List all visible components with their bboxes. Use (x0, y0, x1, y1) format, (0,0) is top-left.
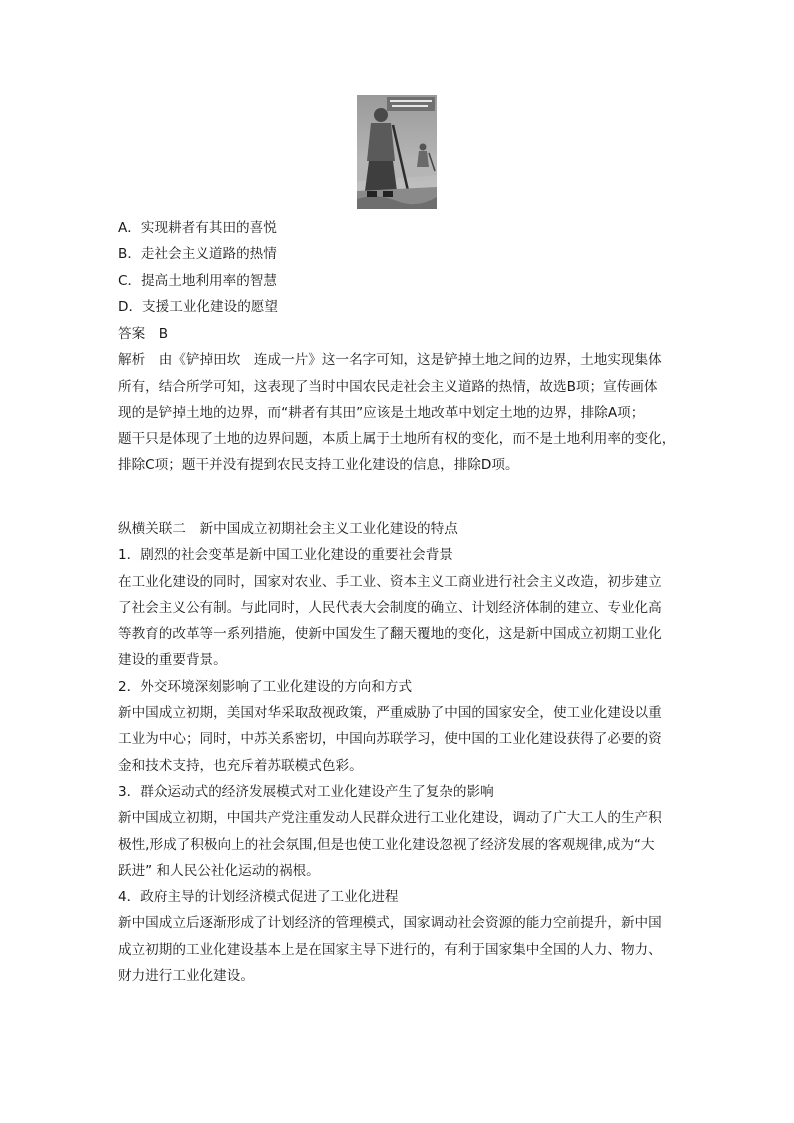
question-options (118, 215, 678, 320)
point-text-line: 成立初期的工业化建设基本上是在国家主导下进行的，有利于国家集中全国的人力、物力、 (118, 941, 662, 958)
point-text-line: 建设的重要背景。 (118, 652, 227, 669)
point-text-line: 新中国成立后逐渐形成了计划经济的管理模式，国家调动社会资源的能力空前提升，新中国 (118, 915, 662, 932)
option-c: C．提高土地利用率的智慧 (118, 272, 278, 289)
propaganda-poster-image (357, 95, 437, 209)
connection-section (118, 516, 678, 989)
section-title: 纵横关联二 新中国成立初期社会主义工业化建设的特点 (118, 521, 458, 537)
point-text-line: 新中国成立初期，中国共产党注重发动人民群众进行工业化建设，调动了广大工人的生产积 (118, 810, 662, 827)
point-text-line: 了社会主义公有制。与此同时，人民代表大会制度的确立、计划经济体制的建立、专业化高 (118, 599, 662, 616)
option-b: B．走社会主义道路的热情 (118, 246, 277, 263)
analysis-line: 题干只是体现了土地的边界问题，本质上属于土地所有权的变化，而不是土地利用率的变化， (118, 431, 676, 448)
point-text-line: 极性,形成了积极向上的社会氛围,但是也使工业化建设忽视了经济发展的客观规律,成为“大 (118, 836, 655, 853)
point-text-line: 跃进” 和人民公社化运动的祸根。 (118, 862, 320, 879)
answer-section (118, 321, 678, 479)
point-text-line: 财力进行工业化建设。 (118, 968, 254, 985)
point-heading: 2．外交环境深刻影响了工业化建设的方向和方式 (118, 678, 413, 695)
point-text-line: 新中国成立初期，美国对华采取敌视政策，严重威胁了中国的国家安全，使工业化建设以重 (118, 705, 662, 722)
point-text-line: 金和技术支持，也充斥着苏联模式色彩。 (118, 757, 363, 774)
analysis-line: 现的是铲掉土地的边界，而“耕者有其田”应该是土地改革中划定土地的边界，排除A项； (118, 404, 645, 421)
analysis-line: 解析 由《铲掉田坎 连成一片》这一名字可知，这是铲掉土地之间的边界，土地实现集体 (118, 352, 662, 369)
analysis-line: 排除C项；题干并没有提到农民支持工业化建设的信息，排除D项。 (118, 457, 519, 474)
point-heading: 3．群众运动式的经济发展模式对工业化建设产生了复杂的影响 (118, 783, 494, 800)
option-a: A．实现耕者有其田的喜悦 (118, 220, 277, 236)
point-text-line: 等教育的改革等一系列措施，使新中国发生了翻天覆地的变化，这是新中国成立初期工业化 (118, 626, 662, 643)
answer-label: 答案 B (118, 326, 169, 342)
analysis-line: 所有，结合所学可知，这表现了当时中国农民走社会主义道路的热情，故选B项；宣传画体 (118, 378, 658, 395)
option-d: D．支援工业化建设的愿望 (118, 298, 278, 315)
point-text-line: 工业为中心；同时，中苏关系密切，中国向苏联学习，使中国的工业化建设获得了必要的资 (118, 731, 662, 748)
point-heading: 1．剧烈的社会变革是新中国工业化建设的重要社会背景 (118, 547, 453, 564)
point-text-line: 在工业化建设的同时，国家对农业、手工业、资本主义工商业进行社会主义改造，初步建立 (118, 573, 662, 590)
point-heading: 4．政府主导的计划经济模式促进了工业化进程 (118, 889, 399, 906)
